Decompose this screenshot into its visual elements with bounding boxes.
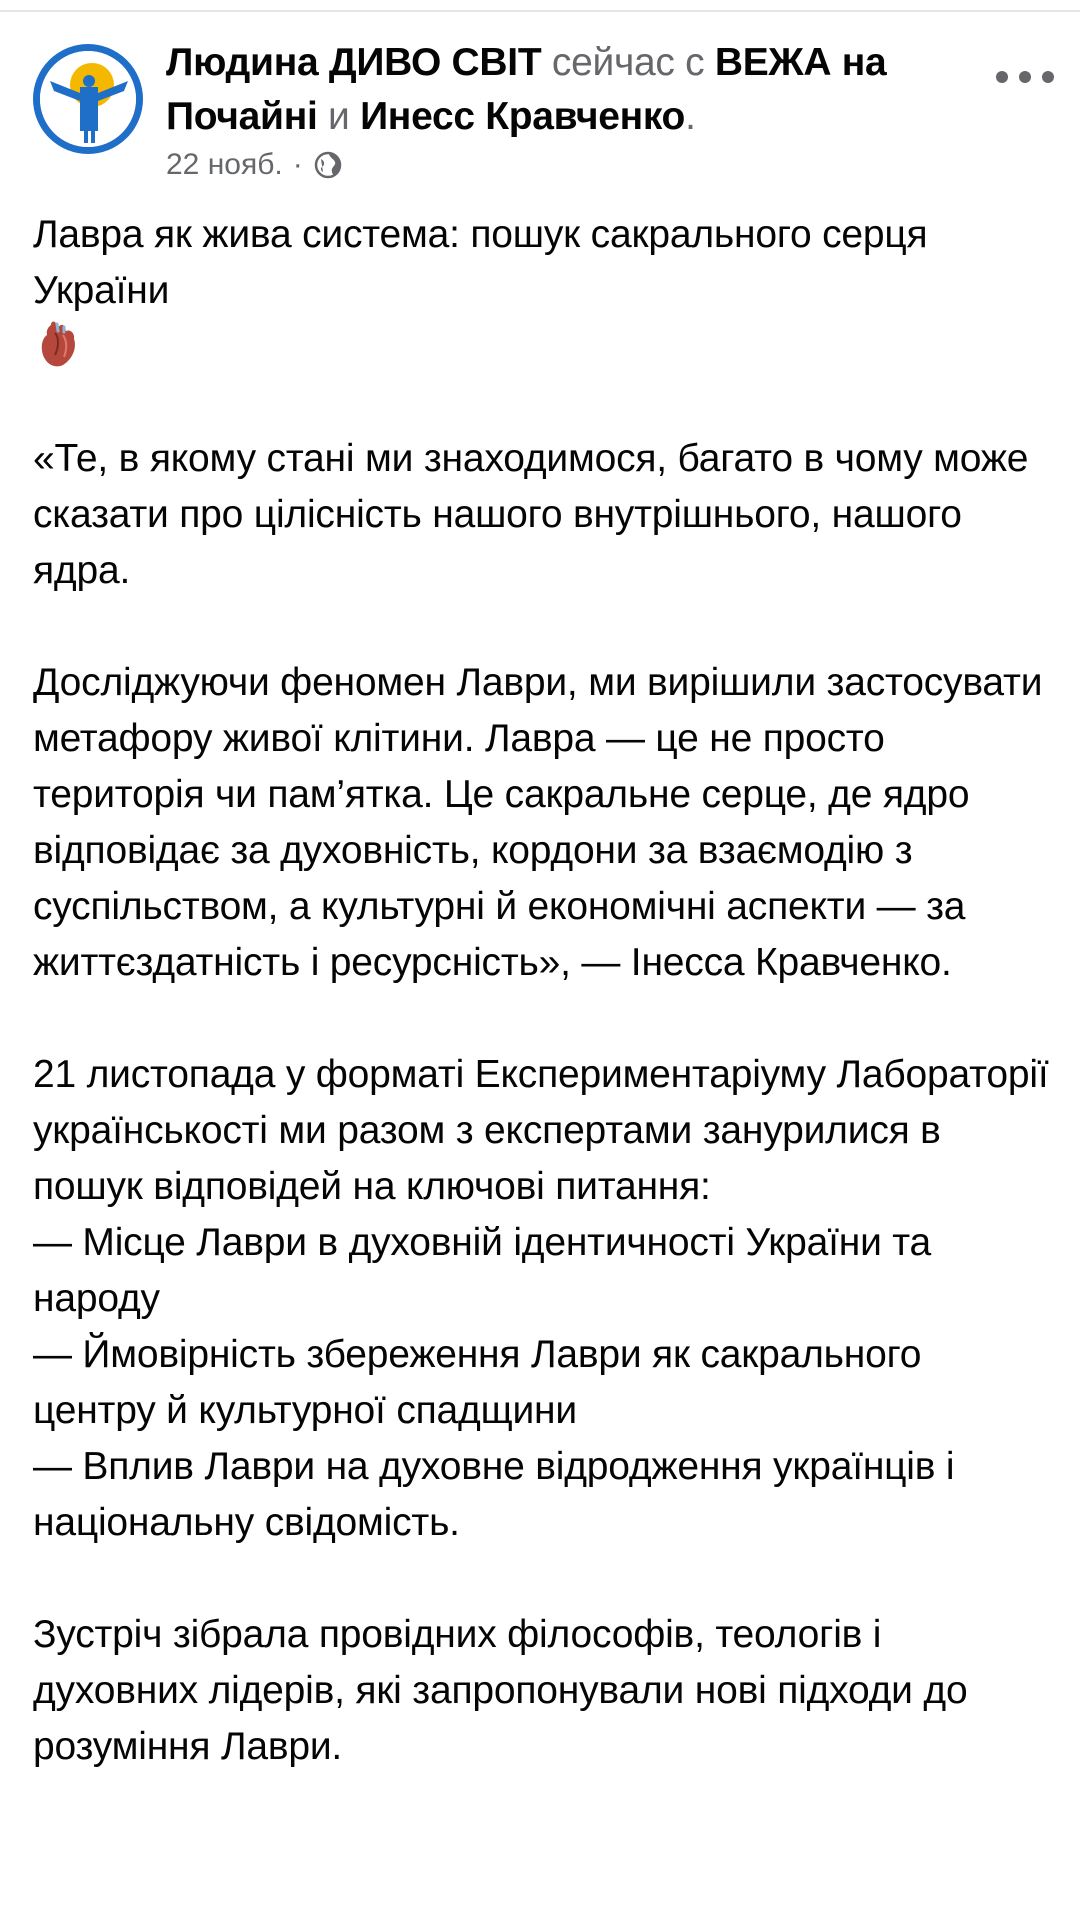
- author-name[interactable]: Людина ДИВО СВІТ: [166, 41, 542, 84]
- post-title: Лавра як жива система: пошук сакрального серця України: [33, 213, 928, 312]
- more-options-icon[interactable]: [990, 52, 1060, 102]
- header-period: .: [685, 95, 696, 138]
- post-meta: [166, 148, 343, 182]
- post-header: [0, 12, 1080, 181]
- post-paragraph: «Те, в якому стані ми знаходимося, багато в чому може сказати про цілісність нашого внутрішнього, нашого ядра.: [33, 437, 1029, 592]
- post-paragraph: Зустріч зібрала провідних філософів, теологів і духовних лідерів, які запропонували нові підходи до розуміння Лаври.: [33, 1613, 968, 1768]
- post-card: [0, 12, 1080, 1768]
- tagged-and: и: [328, 95, 350, 138]
- tagged-page[interactable]: ВЕЖА на Почайні: [166, 41, 887, 138]
- post-paragraph: 21 листопада у форматі Експериментаріуму Лабораторії українськості ми разом з експертами занурилися в пошук відповідей на ключові питання: — Місце Лаври в духовній ідентичності України та народу — Ймовірність збереження Лаври як сакрального центру й культурної спадщини — Вплив Лаври на духовне відродження українців і національну свідомість.: [33, 1053, 1049, 1544]
- top-divider: [0, 0, 1080, 12]
- more-dot: [1042, 71, 1054, 83]
- post-header-text: [166, 36, 986, 144]
- post-body: [33, 207, 1053, 1775]
- more-dot: [1019, 71, 1031, 83]
- author-avatar[interactable]: [33, 44, 143, 154]
- post-paragraph: Досліджуючи феномен Лаври, ми вирішили застосувати метафору живої клітини. Лавра — це не просто територія чи пам’ятка. Це сакральне серце, де ядро відповідає за духовність, кордони за взаємодію з суспільством, а культурні й економічні аспекти — за життєздатність і ресурсність», — Інесса Кравченко.: [33, 661, 1043, 984]
- post-date[interactable]: 22 нояб.: [166, 148, 283, 181]
- more-dot: [996, 71, 1008, 83]
- post-paragraph: [33, 207, 1053, 375]
- anatomical-heart-emoji: [37, 319, 81, 369]
- tagged-person[interactable]: Инесс Кравченко: [360, 95, 686, 138]
- avatar-logo: [40, 51, 136, 147]
- globe-icon[interactable]: [313, 150, 343, 180]
- tagged-connector: сейчас с: [551, 41, 705, 84]
- meta-separator: ·: [292, 148, 303, 181]
